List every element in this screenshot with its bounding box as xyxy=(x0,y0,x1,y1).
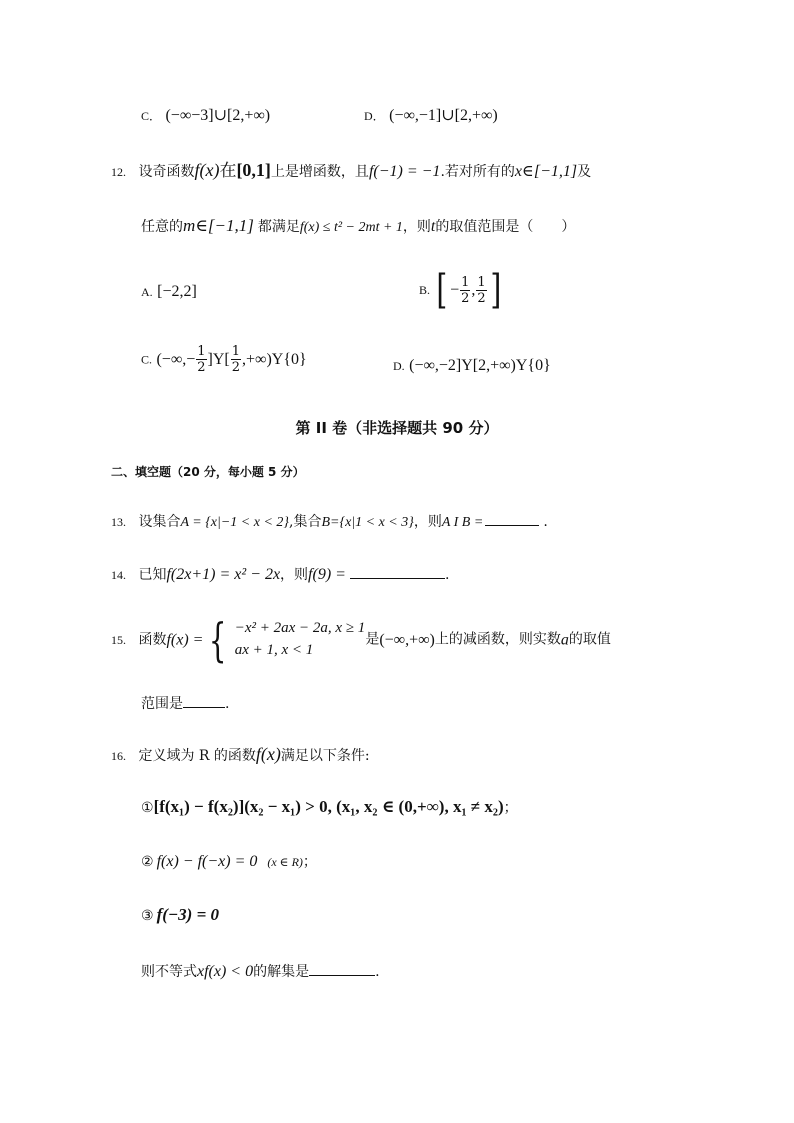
math-expr: f(−1) = −1 xyxy=(368,163,441,180)
fraction xyxy=(231,345,241,374)
answer-blank[interactable] xyxy=(350,565,445,579)
answer-blank[interactable] xyxy=(183,694,225,708)
math-note: (x ∈ R) xyxy=(267,855,303,869)
question-text: 设集合 xyxy=(138,514,181,530)
q14 xyxy=(111,565,449,584)
numerator: 1 xyxy=(231,344,241,359)
math-expr: a xyxy=(560,631,569,649)
question-text: 任意的 xyxy=(141,219,183,235)
question-text: ,集合 xyxy=(289,514,322,530)
q11-option-d xyxy=(364,106,498,125)
fraction xyxy=(476,276,486,305)
option-label: C. xyxy=(141,352,153,367)
question-text: 上是增函数，且 xyxy=(270,164,369,180)
q12-option-a xyxy=(141,282,197,301)
option-text-part: ]Y[ xyxy=(207,350,230,368)
period: . xyxy=(543,514,548,530)
question-number: 13. xyxy=(111,515,126,529)
q16-final xyxy=(141,962,380,981)
question-text: 已知 xyxy=(138,567,167,583)
q15-line1 xyxy=(111,613,611,667)
question-text: 都满足 xyxy=(257,219,300,235)
question-text: ，则 xyxy=(413,514,442,530)
piecewise-definition xyxy=(203,613,366,667)
question-number: 12. xyxy=(111,165,126,179)
math-expr: f(x) ≤ t² − 2mt + 1 xyxy=(299,220,403,235)
option-text: (−∞−3]∪[2,+∞) xyxy=(165,107,271,124)
answer-blank[interactable] xyxy=(309,962,375,976)
numerator: 1 xyxy=(461,274,470,290)
math-expr: f(x) xyxy=(194,160,220,180)
math-expr: t xyxy=(430,218,436,235)
comma: , xyxy=(471,281,476,299)
question-text: 则不等式 xyxy=(141,964,197,980)
question-number: 16. xyxy=(111,749,126,763)
denominator: 2 xyxy=(231,360,241,375)
bracket-glyph: [ xyxy=(436,267,448,313)
question-text: 范围是 xyxy=(141,696,183,712)
question-text: 上的减函数，则实数 xyxy=(434,631,561,648)
q15-line2 xyxy=(141,694,229,713)
math-expr: f(x) − f(−x) = 0 xyxy=(156,853,258,870)
question-text: 设奇函数 xyxy=(138,164,195,180)
section-title: 第 II 卷（非选择题共 90 分） xyxy=(295,419,499,437)
option-text-part: ,+∞)Y{0} xyxy=(242,350,307,368)
math-expr: f(9) = xyxy=(308,566,346,583)
option-label: B. xyxy=(419,282,431,297)
numerator: 1 xyxy=(197,344,206,359)
case-2: ax + 1, x < 1 xyxy=(234,642,314,658)
math-expr: xf(x) < 0 xyxy=(197,963,254,980)
math-expr: B={x|1 < x < 3} xyxy=(321,515,414,530)
math-expr: m∈[−1,1] xyxy=(183,216,254,235)
bracket-glyph: ] xyxy=(490,267,501,313)
question-text: 函数 xyxy=(138,631,167,648)
circled-number: ③ xyxy=(141,908,154,924)
punctuation: ； xyxy=(302,854,317,870)
question-text: .若对所有的 xyxy=(440,164,515,180)
option-label: A. xyxy=(141,285,153,299)
period: . xyxy=(225,696,230,712)
math-expr: f(x) xyxy=(255,744,281,764)
question-text: 是 xyxy=(365,631,380,648)
option-text-part: (−∞,− xyxy=(156,350,196,368)
question-text: 满足以下条件: xyxy=(280,748,370,764)
q12-line2 xyxy=(141,216,575,237)
question-number: 15. xyxy=(111,632,126,647)
q11-option-c xyxy=(141,106,270,125)
option-label: C． xyxy=(141,109,162,123)
q12-line1 xyxy=(111,160,591,182)
circled-number: ① xyxy=(141,800,154,816)
math-expr: [f(x₁) − f(x₂)](x₂ − x₁) > 0, (x₁, x₂ ∈ (0,+∞), x₁ ≠ x₂) xyxy=(153,797,504,816)
part-heading: 二、填空题（20 分，每小题 5 分） xyxy=(111,465,305,479)
denominator: 2 xyxy=(477,290,486,306)
denominator: 2 xyxy=(461,290,470,306)
math-expr: f(2x+1) = x² − 2x xyxy=(166,566,281,583)
math-expr: A = {x|−1 < x < 2} xyxy=(180,515,290,530)
q16-condition-1 xyxy=(141,797,518,817)
math-expr: x∈[−1,1] xyxy=(514,163,578,180)
q13 xyxy=(111,512,548,532)
math-expr: (−∞,+∞) xyxy=(379,631,435,649)
option-label: D. xyxy=(393,359,405,373)
fraction xyxy=(460,276,470,305)
question-text: ，则 xyxy=(402,219,431,235)
case-1: −x² + 2ax − 2a, x ≥ 1 xyxy=(234,620,366,637)
q12-option-c xyxy=(141,345,307,374)
option-label: D． xyxy=(364,109,385,123)
numerator: 1 xyxy=(477,274,486,290)
denominator: 2 xyxy=(197,360,206,375)
math-expr: A I B = xyxy=(441,515,484,530)
option-text: (−∞,−1]∪[2,+∞) xyxy=(389,107,498,124)
punctuation: ； xyxy=(503,800,518,816)
brace-glyph: { xyxy=(209,613,227,667)
question-text: ，则 xyxy=(280,567,309,583)
q16-condition-2 xyxy=(141,852,317,871)
minus-sign: − xyxy=(450,281,460,299)
q12-option-b xyxy=(419,267,503,313)
q16-condition-3 xyxy=(141,905,219,925)
math-expr: f(x) = xyxy=(166,631,204,649)
question-text: 在 xyxy=(219,161,237,181)
period: . xyxy=(444,567,450,583)
question-text: 的解集是 xyxy=(253,964,310,980)
q12-option-d xyxy=(393,356,551,375)
fraction xyxy=(196,345,206,374)
q16-line1 xyxy=(111,744,370,766)
question-text: 的取值 xyxy=(568,631,611,648)
question-number: 14. xyxy=(111,568,126,582)
math-expr: [0,1] xyxy=(236,160,271,180)
math-expr: f(−3) = 0 xyxy=(156,905,220,924)
question-text: 及 xyxy=(577,164,592,180)
question-text: 定义域为 R 的函数 xyxy=(138,748,256,764)
period: . xyxy=(375,964,380,980)
option-text: [−2,2] xyxy=(157,283,197,300)
answer-blank[interactable] xyxy=(485,512,539,526)
option-text: (−∞,−2]Y[2,+∞)Y{0} xyxy=(409,357,551,374)
question-text: 的取值范围是（ ） xyxy=(435,219,576,235)
circled-number: ② xyxy=(141,854,154,870)
